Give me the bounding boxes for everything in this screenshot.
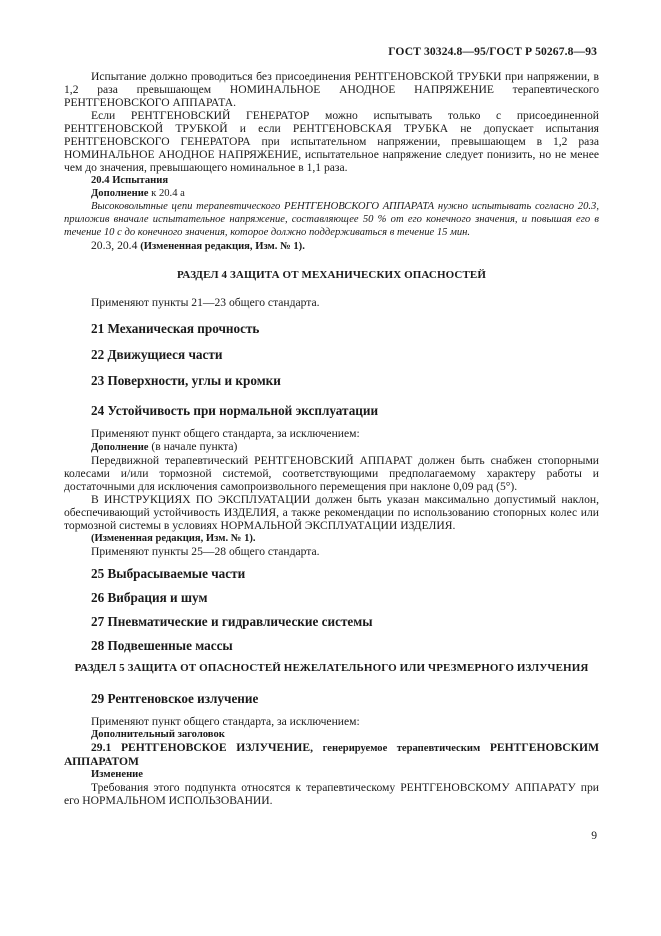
paragraph-test-without-tube: Испытание должно проводиться без присоединения РЕНТГЕНОВСКОЙ ТРУБКИ при напряжении, в 1,2 раза превышающем НОМИНАЛЬНОЕ АНОДНОЕ НАПРЯЖЕНИЕ терапевтического РЕНТГЕНОВСКОГО АППАРАТА. [64,70,599,109]
apply-25-28: Применяют пункты 25—28 общего стандарта. [91,545,320,558]
italic-test-procedure: Высоковольтные цепи терапевтического РЕНТГЕНОВСКОГО АППАРАТА нужно испытывать согласно 20.3, приложив вначале испытательное напряжение, составляющее 50 % от его конечного значения, и повышая его в течение 10 с до конечного значения, которое должно поддерживаться в течение 15 мин. [64,201,599,238]
clause-28-title: 28 Подвешенные массы [91,638,233,653]
clause-22-title: 22 Движущиеся части [91,347,223,362]
section-5-title: РАЗДЕЛ 5 ЗАЩИТА ОТ ОПАСНОСТЕЙ НЕЖЕЛАТЕЛЬНОГО ИЛИ ЧРЕЗМЕРНОГО ИЗЛУЧЕНИЯ [74,662,589,674]
clause-29-title: 29 Рентгеновское излучение [91,691,259,706]
addition-20-4 [64,187,599,200]
clause-21-title: 21 Механическая прочность [91,321,260,336]
subclause-29-1-mid: генерируемое терапевтическим [322,743,481,754]
document-body [64,70,599,807]
revision-ref: 20.3, 20.4 [91,239,141,252]
paragraph-mobile-unit: Передвижной терапевтический РЕНТГЕНОВСКИЙ АППАРАТ должен быть снабжен стопорными колесами и/или тормозной системой, соответствующими предполагаемому характеру работы и достаточными для исключения самопроизвольного перемещения при наклоне 0,09 рад (5°). [64,454,599,493]
apply-21-23: Применяют пункты 21—23 общего стандарта. [91,296,320,309]
subclause-29-1-number: 29.1 РЕНТГЕНОВСКОЕ ИЗЛУЧЕНИЕ, [91,741,323,754]
revision-note-20 [64,239,599,253]
clause-26-title: 26 Вибрация и шум [91,590,208,605]
page-header: ГОСТ 30324.8—95/ГОСТ Р 50267.8—93 [388,45,597,58]
addition-label: Дополнение [91,442,149,453]
addition-ref: к 20.4 а [148,188,185,199]
subclause-29-1-heading [64,741,599,768]
subclause-29-1-end: РЕНТГЕНОВСКИМ АППАРАТОМ [64,741,600,768]
clause-24-title: 24 Устойчивость при нормальной эксплуатации [91,403,379,418]
paragraph-29-1: Требования этого подпункта относятся к терапевтическому РЕНТГЕНОВСКОМУ АППАРАТУ при его НОРМАЛЬНОМ ИСПОЛЬЗОВАНИИ. [64,781,599,807]
addition-label: Дополнение [91,188,149,199]
revision-label: (Измененная редакция, Изм. № 1). [140,241,305,252]
paragraph-instructions: В ИНСТРУКЦИЯХ ПО ЭКСПЛУАТАЦИИ должен быть указан максимально допустимый наклон, обеспечивающий устойчивость ИЗДЕЛИЯ, а также рекомендации по использованию стопорных колес или тормозной системы в условиях НОРМАЛЬНОЙ ЭКСПЛУАТАЦИИ ИЗДЕЛИЯ. [64,493,599,532]
apply-24: Применяют пункт общего стандарта, за исключением: [91,427,360,440]
clause-23-title: 23 Поверхности, углы и кромки [91,373,281,388]
section-4-title: РАЗДЕЛ 4 ЗАЩИТА ОТ МЕХАНИЧЕСКИХ ОПАСНОСТЕЙ [177,269,486,281]
change-label: Изменение [91,769,143,780]
clause-27-title: 27 Пневматические и гидравлические системы [91,614,373,629]
addition-24 [64,440,599,454]
addition-ref: (в начале пункта) [148,440,238,453]
subclause-20-4-heading: 20.4 Испытания [91,175,169,186]
paragraph-test-with-tube: Если РЕНТГЕНОВСКИЙ ГЕНЕРАТОР можно испытывать только с присоединенной РЕНТГЕНОВСКОЙ ТРУБКОЙ и если РЕНТГЕНОВСКАЯ ТРУБКА не допускает испытания РЕНТГЕНОВСКОГО ГЕНЕРАТОРА при испытательном напряжении, превышающем в 1,2 раза НОМИНАЛЬНОЕ АНОДНОЕ НАПРЯЖЕНИЕ, испытательное напряжение следует понизить, но не менее чем до значения, превышающего номинальное в 1,1 раза. [64,109,599,174]
clause-25-title: 25 Выбрасываемые части [91,566,246,581]
revision-note-24: (Измененная редакция, Изм. № 1). [91,533,256,544]
additional-heading-label: Дополнительный заголовок [91,729,225,740]
apply-29: Применяют пункт общего стандарта, за исключением: [91,715,360,728]
page-number: 9 [591,829,597,842]
